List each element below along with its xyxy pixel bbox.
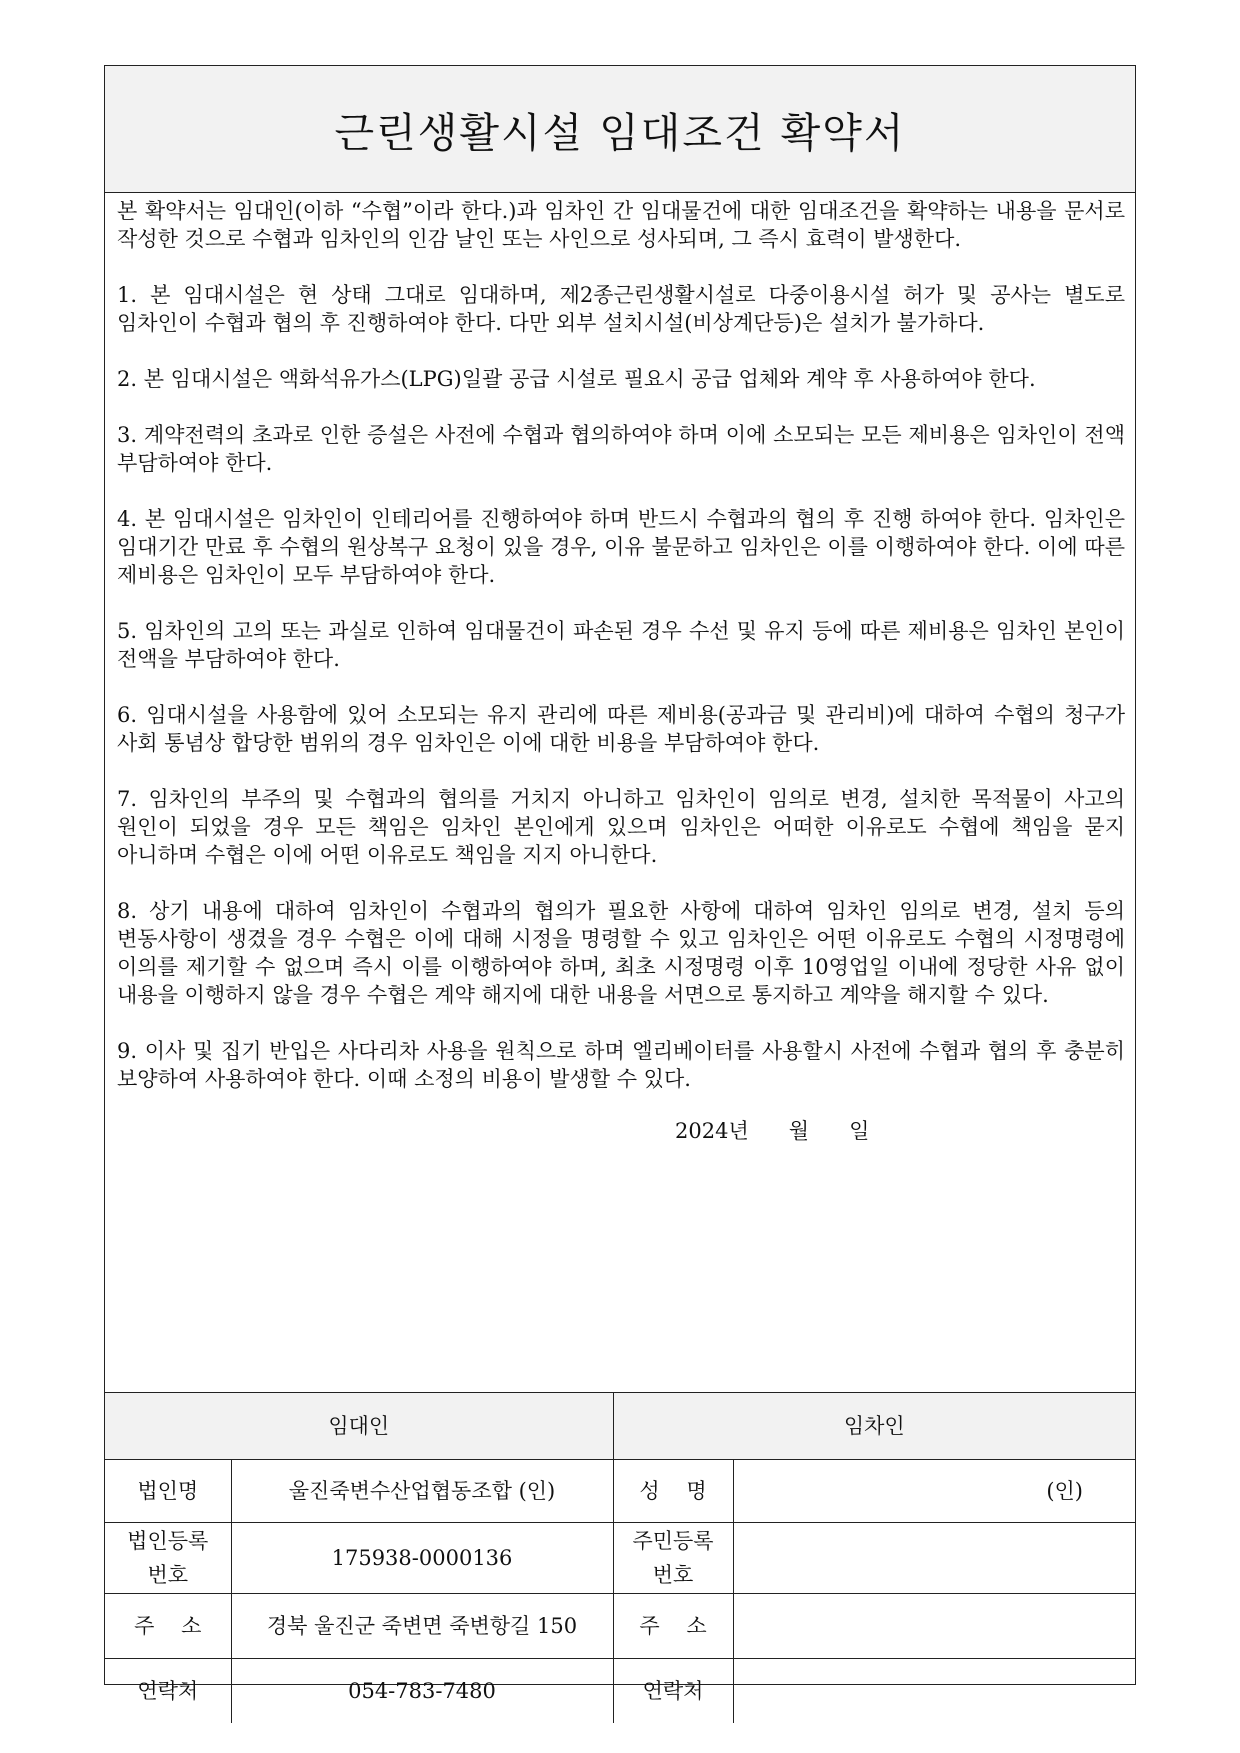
- contact-value: 054-783-7480: [231, 1659, 613, 1724]
- intro-paragraph: 본 확약서는 임대인(이하 “수협”이라 한다.)과 임차인 간 임대물건에 대한 임대조건을 확약하는 내용을 문서로 작성한 것으로 수협과 임차인의 인감 날인 또는 사인으로 성사되며, 그 즉시 효력이 발생한다.: [117, 199, 1125, 251]
- document-title: 근린생활시설 임대조건 확약서: [334, 108, 906, 157]
- lessee-address-field[interactable]: [733, 1594, 1135, 1659]
- resident-reg-field[interactable]: [733, 1523, 1135, 1594]
- lessee-contact-label: 연락처: [613, 1659, 733, 1724]
- lessee-contact-field[interactable]: [733, 1659, 1135, 1724]
- registration-row: [105, 1523, 1135, 1594]
- clause-2: 2. 본 임대시설은 액화석유가스(LPG)일괄 공급 시설로 필요시 공급 업체와 계약 후 사용하여야 한다.: [117, 367, 1036, 391]
- clause-1: 1. 본 임대시설은 현 상태 그대로 임대하며, 제2종근린생활시설로 다중이용시설 허가 및 공사는 별도로 임차인이 수협과 협의 후 진행하여야 한다. 다만 외부 설치시설(비상계단등)은 설치가 불가하다.: [117, 283, 1125, 335]
- resident-reg-label-line2: 번호: [652, 1563, 694, 1587]
- contact-label: 연락처: [105, 1659, 231, 1724]
- resident-reg-label: [613, 1523, 733, 1594]
- clause-4: 4. 본 임대시설은 임차인이 인테리어를 진행하여야 하며 반드시 수협과의 협의 후 진행 하여야 한다. 임차인은 임대기간 만료 후 수협의 원상복구 요청이 있을 경우, 이유 불문하고 임차인은 이를 이행하여야 한다. 이에 따른 제비용은 임차인이 모두 부담하여야 한다.: [117, 507, 1125, 587]
- lessee-name-field[interactable]: [733, 1460, 1135, 1523]
- title-box: [105, 66, 1135, 193]
- lessee-header: 임차인: [613, 1393, 1135, 1460]
- clause-6: 6. 임대시설을 사용함에 있어 소모되는 유지 관리에 따른 제비용(공과금 및 관리비)에 대하여 수협의 청구가 사회 통념상 합당한 범위의 경우 임차인은 이에 대한 비용을 부담하여야 한다.: [117, 703, 1125, 755]
- clause-8: 8. 상기 내용에 대하여 임차인이 수협과의 협의가 필요한 사항에 대하여 임차인 임의로 변경, 설치 등의 변동사항이 생겼을 경우 수협은 이에 대해 시정을 명령할 수 있고 임차인은 어떤 이유로도 수협의 시정명령에 이의를 제기할 수 없으며 즉시 이를 이행하여야 하며, 최초 시정명령 이후 10영업일 이내에 정당한 사유 없이 내용을 이행하지 않을 경우 수협은 계약 해지에 대한 내용을 서면으로 통지하고 계약을 해지할 수 있다.: [117, 899, 1125, 1007]
- signature-table: [105, 1392, 1135, 1723]
- clause-7: 7. 임차인의 부주의 및 수협과의 협의를 거치지 아니하고 임차인이 임의로 변경, 설치한 목적물이 사고의 원인이 되었을 경우 모든 책임은 임차인 본인에게 있으며 임차인은 어떠한 이유로도 수협에 책임을 묻지 아니하며 수협은 이에 어떤 이유로도 책임을 지지 아니한다.: [117, 787, 1125, 867]
- name-label: 성 명: [613, 1460, 733, 1523]
- corp-name-value: 울진죽변수산업협동조합 (인): [231, 1460, 613, 1523]
- resident-reg-label-line1: 주민등록: [632, 1529, 714, 1553]
- name-row: [105, 1460, 1135, 1523]
- contact-row: [105, 1659, 1135, 1724]
- address-row: [105, 1594, 1135, 1659]
- corp-reg-value: 175938-0000136: [231, 1523, 613, 1594]
- corp-reg-label: [105, 1523, 231, 1594]
- corp-name-label: 법인명: [105, 1460, 231, 1523]
- document-body: [105, 193, 1135, 1392]
- lessee-address-label: 주 소: [613, 1594, 733, 1659]
- document-sheet: [104, 65, 1136, 1703]
- name-seal: (인): [1046, 1479, 1083, 1503]
- address-value: 경북 울진군 죽변면 죽변항길 150: [231, 1594, 613, 1659]
- clause-3: 3. 계약전력의 초과로 인한 증설은 사전에 수협과 협의하여야 하며 이에 소모되는 모든 제비용은 임차인이 전액 부담하여야 한다.: [117, 423, 1125, 475]
- clause-5: 5. 임차인의 고의 또는 과실로 인하여 임대물건이 파손된 경우 수선 및 유지 등에 따른 제비용은 임차인 본인이 전액을 부담하여야 한다.: [117, 619, 1125, 671]
- contract-date: 2024년 월 일: [675, 1119, 870, 1143]
- signature-header-row: [105, 1393, 1135, 1460]
- clause-9: 9. 이사 및 집기 반입은 사다리차 사용을 원칙으로 하며 엘리베이터를 사용할시 사전에 수협과 협의 후 충분히 보양하여 사용하여야 한다. 이때 소정의 비용이 발생할 수 있다.: [117, 1039, 1125, 1091]
- corp-reg-label-line1: 법인등록: [127, 1529, 209, 1553]
- lessor-header: 임대인: [105, 1393, 613, 1460]
- corp-reg-label-line2: 번호: [147, 1563, 189, 1587]
- address-label: 주 소: [105, 1594, 231, 1659]
